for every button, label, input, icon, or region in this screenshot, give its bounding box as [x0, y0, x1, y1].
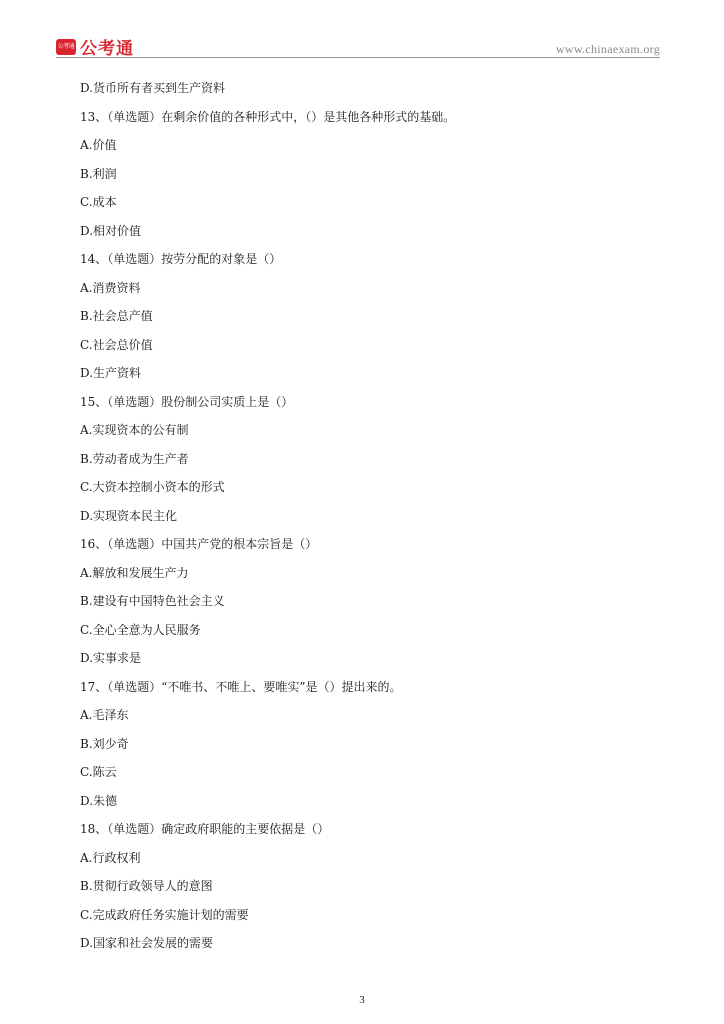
option-a-q17: A.毛泽东 [80, 708, 129, 722]
question-18: 18、（单选题）确定政府职能的主要依据是（） [80, 822, 330, 836]
option-c-q14: C.社会总价值 [80, 337, 153, 352]
option-a-q13: A.价值 [80, 138, 117, 152]
option-b-q15: B.劳动者成为生产者 [80, 451, 189, 466]
option-a-q16: A.解放和发展生产力 [80, 565, 189, 580]
question-13: 13、（单选题）在剩余价值的各种形式中，（）是其他各种形式的基础。 [80, 109, 456, 124]
question-list [80, 78, 660, 962]
question-14: 14、（单选题）按劳分配的对象是（） [80, 252, 282, 266]
logo [56, 34, 134, 59]
option-a-q14: A.消费资料 [80, 280, 141, 295]
option-d-q14: D.生产资料 [80, 366, 142, 380]
option-d-q17: D.朱德 [80, 793, 118, 808]
option-c-q17: C.陈云 [80, 765, 117, 779]
option-b-q13: B.利润 [80, 166, 117, 181]
option-d-q13: D.相对价值 [80, 223, 142, 238]
option-c-q18: C.完成政府任务实施计划的需要 [80, 907, 249, 922]
option-d-q18: D.国家和社会发展的需要 [80, 936, 214, 950]
option-b-q14: B.社会总产值 [80, 309, 153, 323]
option-d-q15: D.实现资本民主化 [80, 508, 178, 523]
question-17: 17、（单选题）“不唯书、不唯上、要唯实”是（）提出来的。 [80, 679, 402, 694]
option-c-q16: C.全心全意为人民服务 [80, 622, 201, 637]
header-divider [56, 57, 660, 58]
page-header [0, 0, 724, 60]
option-a-q18: A.行政权利 [80, 850, 141, 865]
option-d-q12: D.货币所有者买到生产资料 [80, 81, 226, 95]
option-b-q18: B.贯彻行政领导人的意图 [80, 879, 213, 893]
option-c-q15: C.大资本控制小资本的形式 [80, 480, 225, 494]
option-c-q13: C.成本 [80, 195, 117, 209]
option-b-q17: B.刘少奇 [80, 736, 129, 751]
page-number: 3 [359, 994, 365, 1006]
option-b-q16: B.建设有中国特色社会主义 [80, 594, 225, 608]
site-url: www.chinaexam.org [555, 42, 660, 56]
logo-badge-icon: 公考通 [56, 39, 76, 55]
option-d-q16: D.实事求是 [80, 651, 142, 665]
question-16: 16、（单选题）中国共产党的根本宗旨是（） [80, 537, 318, 551]
option-a-q15: A.实现资本的公有制 [80, 423, 189, 437]
logo-text: 公考通 [80, 39, 134, 59]
question-15: 15、（单选题）股份制公司实质上是（） [80, 394, 294, 409]
